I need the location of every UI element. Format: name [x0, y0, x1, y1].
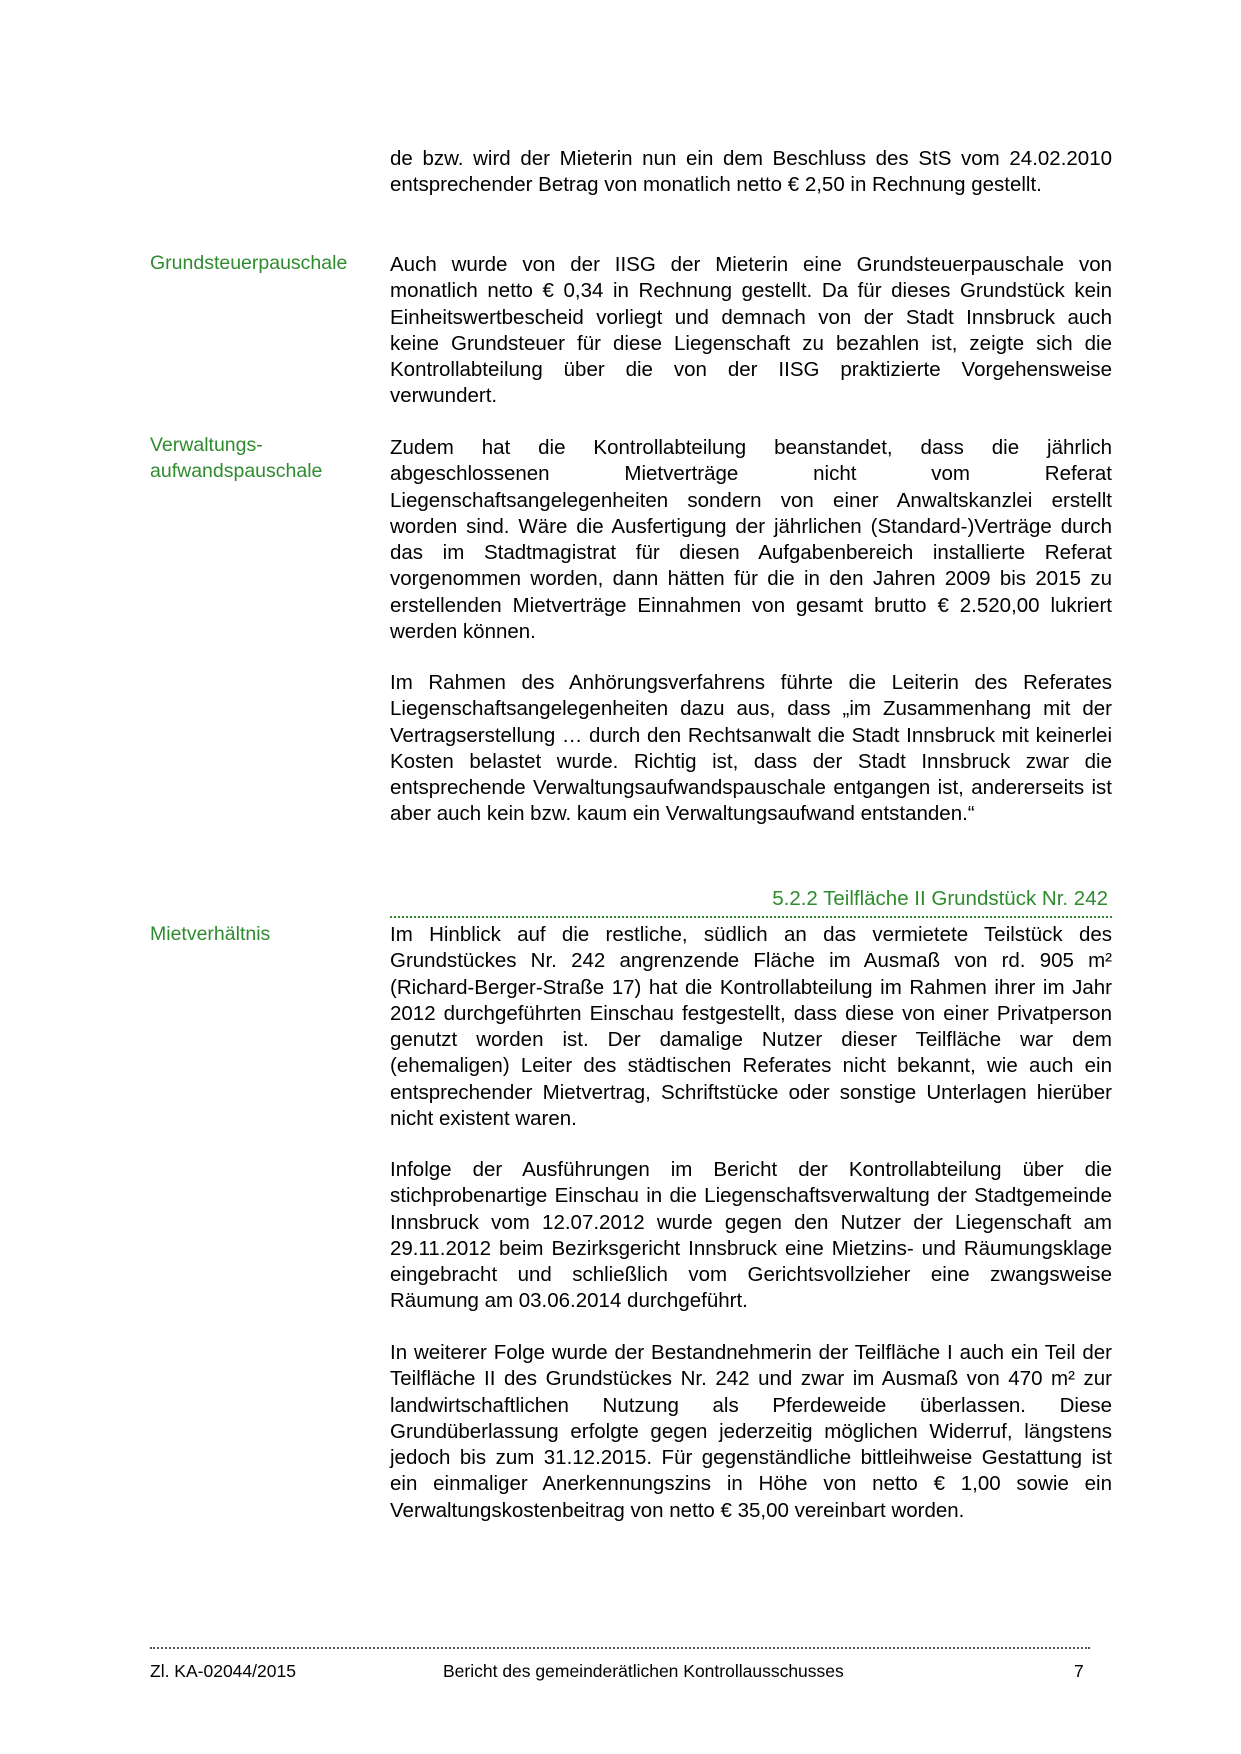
paragraph-7: [390, 1340, 1112, 1524]
paragraph-2: [390, 252, 1112, 410]
paragraph-text: Zudem hat die Kontrollabteilung beanstandet, dass die jährlich abgeschlossenen Mietverträge nicht vom Referat Liegenschaftsangelegenheiten sondern von einer Anwaltskanzlei erstellt worden sind. Wäre die Ausfertigung der jährlichen (Standard-)Verträge durch das im Stadtmagistrat für diesen Aufgabenbereich installierte Referat vorgenommen worden, dann hätten für die in den Jahren 2009 bis 2015 zu erstellenden Mietverträge Einnahmen von gesamt brutto € 2.520,00 lukriert werden können.: [390, 436, 1112, 644]
paragraph-text: Auch wurde von der IISG der Mieterin eine Grundsteuerpauschale von monatlich netto € 0,34 in Rechnung gestellt. Da für dieses Grundstück kein Einheitswertbescheid vorliegt und demnach von der Stadt Innsbruck auch keine Grundsteuer für diese Liegenschaft zu bezahlen ist, zeigte sich die Kontrollabteilung über die von der IISG praktizierte Vorgehensweise verwundert.: [390, 253, 1112, 408]
paragraph-text: In weiterer Folge wurde der Bestandnehmerin der Teilfläche I auch ein Teil der Teilfläche II des Grundstückes Nr. 242 und zwar im Ausmaß von 470 m² zur landwirtschaftlichen Nutzung als Pferdeweide überlassen. Diese Grundüberlassung erfolgte gegen jederzeitig möglichen Widerruf, längstens jedoch bis zum 31.12.2015. Für gegenständliche bittleihweise Gestattung ist ein einmaliger Anerkennungszins in Höhe von netto € 1,00 sowie ein Verwaltungskostenbeitrag von netto € 35,00 vereinbart worden.: [390, 1341, 1112, 1522]
footer-divider: [150, 1647, 1090, 1649]
side-note-grundsteuerpauschale: Grundsteuerpauschale: [150, 252, 348, 274]
footer-reference: Zl. KA-02044/2015: [150, 1661, 296, 1681]
section-heading: [390, 888, 1112, 918]
footer-title: Bericht des gemeinderätlichen Kontrollausschusses: [443, 1661, 844, 1681]
side-note-verwaltungsaufwandspauschale: [150, 432, 322, 484]
footer-page-number: 7: [1074, 1661, 1084, 1681]
paragraph-4: [390, 670, 1112, 828]
paragraph-5: [390, 922, 1112, 1132]
paragraph-text: Im Hinblick auf die restliche, südlich an das vermietete Teilstück des Grundstückes Nr. 242 angrenzende Fläche im Ausmaß von rd. 905 m² (Richard-Berger-Straße 17) hat die Kontrollabteilung im Rahmen ihrer im Jahr 2012 durchgeführten Einschau festgestellt, dass diese von einer Privatperson genutzt worden ist. Der damalige Nutzer dieser Teilfläche war dem (ehemaligen) Leiter des städtischen Referates nicht bekannt, wie auch ein entsprechender Mietvertrag, Schriftstücke oder sonstige Unterlagen hierüber nicht existent waren.: [390, 923, 1112, 1131]
paragraph-text: de bzw. wird der Mieterin nun ein dem Beschluss des StS vom 24.02.2010 entsprechender Betrag von monatlich netto € 2,50 in Rechnung gestellt.: [390, 147, 1112, 197]
side-note-line: aufwandspauschale: [150, 460, 323, 482]
paragraph-3: [390, 435, 1112, 645]
side-note-mietverhaeltnis: Mietverhältnis: [150, 923, 271, 945]
section-heading-text: 5.2.2 Teilfläche II Grundstück Nr. 242: [772, 887, 1108, 910]
paragraph-1: [390, 146, 1112, 199]
side-note-line: Verwaltungs-: [150, 434, 263, 456]
paragraph-text: Im Rahmen des Anhörungsverfahrens führte die Leiterin des Referates Liegenschaftsangelegenheiten dazu aus, dass „im Zusammenhang mit der Vertragserstellung … durch den Rechtsanwalt die Stadt Innsbruck mit keinerlei Kosten belastet wurde. Richtig ist, dass der Stadt Innsbruck zwar die entsprechende Verwaltungsaufwandspauschale entgangen ist, andererseits ist aber auch kein bzw. kaum ein Verwaltungsaufwand entstanden.“: [390, 671, 1112, 826]
paragraph-text: Infolge der Ausführungen im Bericht der Kontrollabteilung über die stichprobenartige Einschau in die Liegenschaftsverwaltung der Stadtgemeinde Innsbruck vom 12.07.2012 wurde gegen den Nutzer der Liegenschaft am 29.11.2012 beim Bezirksgericht Innsbruck eine Mietzins- und Räumungsklage eingebracht und schließlich vom Gerichtsvollzieher eine zwangsweise Räumung am 03.06.2014 durchgeführt.: [390, 1158, 1112, 1313]
paragraph-6: [390, 1157, 1112, 1315]
